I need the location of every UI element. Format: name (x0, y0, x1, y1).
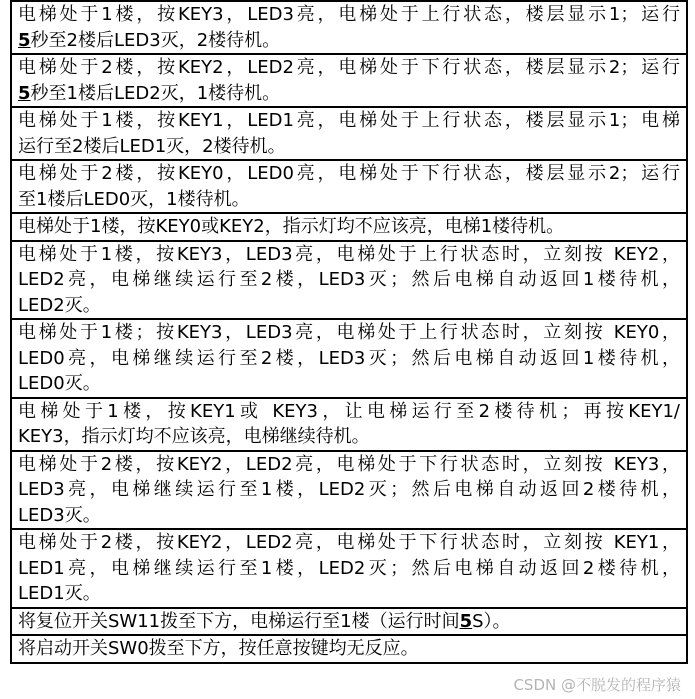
line-text: 秒至2楼后LED3灭，2楼待机。 (30, 29, 281, 51)
row-text-line (18, 28, 680, 54)
table-row (12, 636, 686, 664)
row-text-line (18, 187, 680, 213)
table-row (12, 242, 686, 321)
row-text-line (18, 609, 680, 635)
line-text: LED1灭。 (18, 583, 101, 604)
line-text: KEY3，指示灯均不应该亮，电梯继续待机。 (18, 426, 370, 447)
csdn-watermark: CSDN @不脱发的程序猿 (513, 676, 681, 694)
row-text-line (18, 530, 680, 556)
row-text-line (18, 2, 680, 28)
line-text: 电梯处于1楼，按KEY3，LED3亮，电梯处于上行状态时，立刻按 KEY2， (18, 243, 680, 265)
line-text: LED3灭。 (18, 504, 101, 526)
line-text: 电梯处于1楼，按KEY1或 KEY3，让电梯运行至2楼待机；再按KEY1/ (18, 400, 680, 422)
emphasized-number: 5 (459, 610, 473, 632)
emphasized-number: 5 (18, 82, 31, 104)
row-text-line (18, 346, 680, 372)
line-text: 电梯处于1楼，按KEY0或KEY2，指示灯均不应该亮，电梯1楼待机。 (18, 216, 565, 237)
row-text-line (18, 242, 680, 268)
table-row (12, 609, 686, 637)
row-text-line (18, 293, 680, 319)
line-text: 电梯处于2楼，按KEY2，LED2亮，电梯处于下行状态时，立刻按 KEY1， (18, 532, 680, 553)
table-row (12, 452, 686, 531)
row-text-line (18, 320, 680, 346)
line-text: 将启动开关SW0拨至下方，按任意按键均无反应。 (18, 638, 419, 659)
row-text-line (18, 161, 680, 187)
table-row (12, 161, 686, 214)
row-text-line (18, 556, 680, 582)
row-text-line (18, 477, 680, 503)
row-text-line (18, 424, 680, 450)
row-text-line (18, 134, 680, 160)
line-text: S）。 (472, 610, 511, 632)
row-text-line (18, 371, 680, 397)
table-row (12, 2, 686, 55)
row-text-line (18, 452, 680, 478)
emphasized-number: 5 (18, 29, 31, 51)
row-text-line (18, 503, 680, 529)
table-row (12, 320, 686, 399)
line-text: LED0灭。 (18, 373, 101, 394)
line-text: LED1亮，电梯继续运行至1楼，LED2灭；然后电梯自动返回2楼待机， (18, 557, 680, 579)
table-row (12, 530, 686, 609)
line-text: 电梯处于1楼；按KEY3，LED3亮，电梯处于上行状态时，立刻按 KEY0， (18, 322, 680, 343)
line-text: 电梯处于2楼，按KEY2，LED2亮，电梯处于下行状态，楼层显示2；运行 (18, 57, 680, 78)
table-row (12, 55, 686, 108)
line-text: LED2亮，电梯继续运行至2楼，LED3灭；然后电梯自动返回1楼待机， (18, 269, 680, 290)
row-text-line (18, 55, 680, 81)
row-text-line (18, 636, 680, 662)
row-text-line (18, 267, 680, 293)
table-row (12, 214, 686, 242)
line-text: 电梯处于2楼，按KEY0，LED0亮，电梯处于下行状态，楼层显示2；运行 (18, 163, 680, 184)
line-text: LED3亮，电梯继续运行至1楼，LED2灭；然后电梯自动返回2楼待机， (18, 479, 680, 500)
line-text: LED0亮，电梯继续运行至2楼，LED3灭；然后电梯自动返回1楼待机， (18, 347, 680, 369)
table-row (12, 399, 686, 452)
line-text: 运行至2楼后LED1灭，2楼待机。 (18, 135, 286, 157)
row-text-line (18, 214, 680, 240)
line-text-prefix: 将复位开关SW11拨至下方，电梯运行至1楼（运行时间 (18, 610, 460, 632)
table-row (12, 108, 686, 161)
row-text-line (18, 81, 680, 107)
line-text: 秒至1楼后LED2灭，1楼待机。 (30, 82, 281, 104)
line-text: 至1楼后LED0灭，1楼待机。 (18, 188, 250, 210)
line-text: LED2灭。 (18, 294, 101, 316)
line-text: 电梯处于1楼，按KEY1，LED1亮，电梯处于上行状态，楼层显示1；电梯 (18, 110, 680, 131)
row-text-line (18, 399, 680, 425)
line-text: 电梯处于2楼，按KEY2，LED2亮，电梯处于下行状态时，立刻按 KEY3， (18, 453, 680, 475)
row-text-line (18, 581, 680, 607)
test-case-table (10, 0, 688, 664)
row-text-line (18, 108, 680, 134)
line-text: 电梯处于1楼，按KEY3，LED3亮，电梯处于上行状态，楼层显示1；运行 (18, 4, 680, 25)
